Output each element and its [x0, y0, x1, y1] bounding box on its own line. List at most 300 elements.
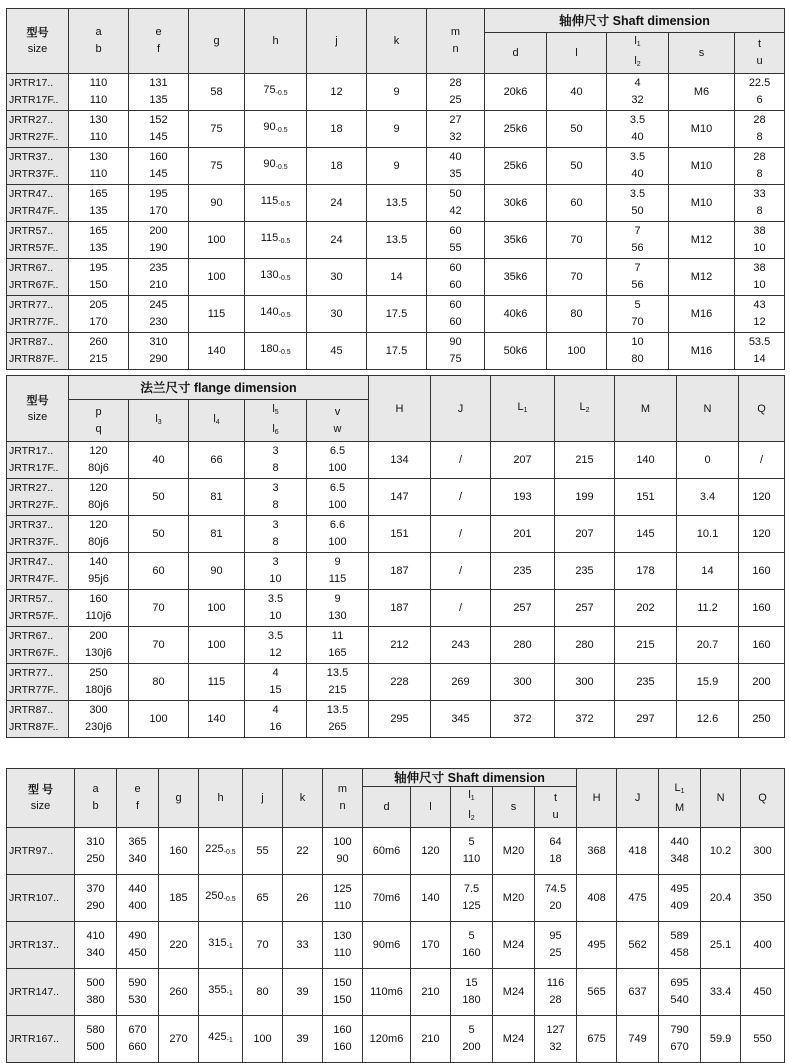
col-l1l2: $l_1$ $l_2$: [451, 787, 493, 828]
cell-M: 202: [615, 590, 677, 627]
cell-l56: 3 10: [245, 553, 307, 590]
table-row: [7, 969, 785, 1016]
cell-h: $355_{-1}$: [199, 969, 243, 1016]
cell-M: 297: [615, 701, 677, 738]
cell-l12: 7.5 125: [451, 875, 493, 922]
cell-H: 212: [369, 627, 431, 664]
cell-J: 243: [431, 627, 491, 664]
cell-H: 134: [369, 442, 431, 479]
cell-l12: 5 200: [451, 1016, 493, 1063]
cell-mn: 90 75: [427, 333, 485, 370]
cell-ab: 205 170: [69, 296, 129, 333]
shaft-dimension-title: 轴伸尺寸 Shaft dimension: [363, 769, 577, 787]
cell-Q: 200: [739, 664, 785, 701]
cell-tu: 28 8: [735, 148, 785, 185]
cell-mn: 160 160: [323, 1016, 363, 1063]
cell-s: M20: [493, 828, 535, 875]
cell-s: M20: [493, 875, 535, 922]
cell-L2: 207: [555, 516, 615, 553]
cell-tu: 53.5 14: [735, 333, 785, 370]
cell-N: 33.4: [701, 969, 741, 1016]
col-tu: t u: [735, 33, 785, 74]
cell-vw: 9 115: [307, 553, 369, 590]
cell-g: 185: [159, 875, 199, 922]
cell-L2: 215: [555, 442, 615, 479]
size-cell: JRTR137..: [7, 922, 75, 969]
dimension-table-2: [6, 375, 785, 738]
cell-J: 269: [431, 664, 491, 701]
cell-d: 90m6: [363, 922, 411, 969]
cell-d: 20k6: [485, 74, 547, 111]
cell-l4: 100: [189, 590, 245, 627]
cell-J: 475: [617, 875, 659, 922]
cell-L2: 300: [555, 664, 615, 701]
table-row: [7, 516, 785, 553]
cell-k: 13.5: [367, 185, 427, 222]
cell-k: 26: [283, 875, 323, 922]
cell-l12: 7 56: [607, 222, 669, 259]
cell-tu: 116 28: [535, 969, 577, 1016]
cell-d: 35k6: [485, 222, 547, 259]
cell-Q: 250: [739, 701, 785, 738]
cell-s: M24: [493, 922, 535, 969]
col-mn: m n: [323, 769, 363, 828]
cell-H: 295: [369, 701, 431, 738]
cell-N: 15.9: [677, 664, 739, 701]
table-row: [7, 296, 785, 333]
cell-tu: 38 10: [735, 222, 785, 259]
cell-Q: 160: [739, 627, 785, 664]
size-cell: JRTR97..: [7, 828, 75, 875]
cell-l56: 3 8: [245, 479, 307, 516]
cell-j: 55: [243, 828, 283, 875]
col-l4: $l_4$: [189, 400, 245, 442]
cell-l3: 50: [129, 516, 189, 553]
col-vw: v w: [307, 400, 369, 442]
size-cell: JRTR37.. JRTR37F..: [7, 148, 69, 185]
cell-ef: 245 230: [129, 296, 189, 333]
cell-j: 65: [243, 875, 283, 922]
cell-d: 110m6: [363, 969, 411, 1016]
size-header: 型号 size: [7, 9, 69, 74]
cell-ab: 310 250: [75, 828, 117, 875]
cell-N: 10.2: [701, 828, 741, 875]
cell-L2: 280: [555, 627, 615, 664]
cell-ab: 410 340: [75, 922, 117, 969]
table-row: [7, 922, 785, 969]
cell-j: 80: [243, 969, 283, 1016]
cell-l12: 4 32: [607, 74, 669, 111]
col-j: j: [243, 769, 283, 828]
cell-ab: 130 110: [69, 111, 129, 148]
cell-g: 75: [189, 111, 245, 148]
cell-pq: 120 80j6: [69, 479, 129, 516]
cell-L2: 257: [555, 590, 615, 627]
cell-h: $90_{-0.5}$: [245, 148, 307, 185]
table-row: [7, 875, 785, 922]
cell-H: 228: [369, 664, 431, 701]
shaft-dimension-title: 轴伸尺寸 Shaft dimension: [485, 9, 785, 33]
size-cell: JRTR67.. JRTR67F..: [7, 627, 69, 664]
cell-L1M: 589 458: [659, 922, 701, 969]
cell-l: 170: [411, 922, 451, 969]
col-Q: Q: [739, 376, 785, 442]
cell-k: 17.5: [367, 296, 427, 333]
cell-Q: 450: [741, 969, 785, 1016]
cell-H: 675: [577, 1016, 617, 1063]
col-h: h: [199, 769, 243, 828]
cell-g: 160: [159, 828, 199, 875]
cell-N: 20.4: [701, 875, 741, 922]
cell-Q: 160: [739, 553, 785, 590]
cell-h: $180_{-0.5}$: [245, 333, 307, 370]
flange-dimension-title: 法兰尺寸 flange dimension: [69, 376, 369, 400]
size-cell: JRTR47.. JRTR47F..: [7, 553, 69, 590]
size-cell: JRTR107..: [7, 875, 75, 922]
cell-k: 33: [283, 922, 323, 969]
cell-vw: 6.6 100: [307, 516, 369, 553]
cell-ab: 165 135: [69, 185, 129, 222]
col-l: l: [547, 33, 607, 74]
cell-l12: 5 110: [451, 828, 493, 875]
cell-mn: 100 90: [323, 828, 363, 875]
cell-s: M16: [669, 333, 735, 370]
cell-ef: 160 145: [129, 148, 189, 185]
cell-H: 565: [577, 969, 617, 1016]
cell-N: 10.1: [677, 516, 739, 553]
col-l3: $l_3$: [129, 400, 189, 442]
cell-l: 210: [411, 1016, 451, 1063]
cell-l12: 3.5 50: [607, 185, 669, 222]
col-k: k: [283, 769, 323, 828]
cell-Q: 300: [741, 828, 785, 875]
cell-tu: 127 32: [535, 1016, 577, 1063]
col-ab: a b: [75, 769, 117, 828]
cell-J: 418: [617, 828, 659, 875]
cell-d: 25k6: [485, 111, 547, 148]
cell-g: 100: [189, 259, 245, 296]
cell-mn: 60 60: [427, 259, 485, 296]
cell-j: 18: [307, 148, 367, 185]
table-row: [7, 627, 785, 664]
cell-ef: 152 145: [129, 111, 189, 148]
cell-l3: 60: [129, 553, 189, 590]
cell-l: 80: [547, 296, 607, 333]
cell-M: 145: [615, 516, 677, 553]
cell-L1: 280: [491, 627, 555, 664]
cell-N: 11.2: [677, 590, 739, 627]
cell-l4: 66: [189, 442, 245, 479]
cell-ef: 200 190: [129, 222, 189, 259]
col-ef: e f: [129, 9, 189, 74]
cell-J: 637: [617, 969, 659, 1016]
cell-s: M6: [669, 74, 735, 111]
size-cell: JRTR17.. JRTR17F..: [7, 442, 69, 479]
size-cell: JRTR47.. JRTR47F..: [7, 185, 69, 222]
cell-mn: 150 150: [323, 969, 363, 1016]
cell-mn: 125 110: [323, 875, 363, 922]
cell-s: M10: [669, 111, 735, 148]
cell-ab: 195 150: [69, 259, 129, 296]
cell-g: 220: [159, 922, 199, 969]
cell-j: 24: [307, 222, 367, 259]
size-cell: JRTR167..: [7, 1016, 75, 1063]
cell-mn: 60 55: [427, 222, 485, 259]
cell-L1: 300: [491, 664, 555, 701]
table-row: [7, 259, 785, 296]
cell-Q: 550: [741, 1016, 785, 1063]
cell-g: 270: [159, 1016, 199, 1063]
col-g: g: [159, 769, 199, 828]
cell-l12: 10 80: [607, 333, 669, 370]
cell-l56: 4 16: [245, 701, 307, 738]
cell-tu: 38 10: [735, 259, 785, 296]
cell-d: 60m6: [363, 828, 411, 875]
cell-l4: 90: [189, 553, 245, 590]
cell-d: 120m6: [363, 1016, 411, 1063]
cell-k: 9: [367, 111, 427, 148]
cell-l: 70: [547, 259, 607, 296]
cell-J: /: [431, 553, 491, 590]
cell-L1: 207: [491, 442, 555, 479]
cell-g: 100: [189, 222, 245, 259]
cell-k: 9: [367, 74, 427, 111]
cell-vw: 9 130: [307, 590, 369, 627]
cell-ef: 490 450: [117, 922, 159, 969]
cell-ab: 580 500: [75, 1016, 117, 1063]
cell-L1: 193: [491, 479, 555, 516]
cell-s: M24: [493, 1016, 535, 1063]
col-tu: t u: [535, 787, 577, 828]
dimension-table-3: [6, 768, 785, 1063]
col-d: d: [363, 787, 411, 828]
col-L1M: $L_1$ M: [659, 769, 701, 828]
table-row: [7, 590, 785, 627]
cell-l56: 3 8: [245, 516, 307, 553]
cell-k: 22: [283, 828, 323, 875]
cell-L1M: 495 409: [659, 875, 701, 922]
cell-Q: 350: [741, 875, 785, 922]
col-d: d: [485, 33, 547, 74]
table-row: [7, 333, 785, 370]
table-row: [7, 442, 785, 479]
cell-l12: 5 70: [607, 296, 669, 333]
cell-ef: 365 340: [117, 828, 159, 875]
cell-ef: 131 135: [129, 74, 189, 111]
cell-h: $115_{-0.5}$: [245, 185, 307, 222]
table-row: [7, 185, 785, 222]
table-row: [7, 553, 785, 590]
cell-l: 100: [547, 333, 607, 370]
cell-L2: 372: [555, 701, 615, 738]
cell-l4: 100: [189, 627, 245, 664]
cell-N: 20.7: [677, 627, 739, 664]
cell-mn: 40 35: [427, 148, 485, 185]
table-row: [7, 664, 785, 701]
cell-l3: 70: [129, 590, 189, 627]
table-row: [7, 828, 785, 875]
col-J: J: [617, 769, 659, 828]
col-j: j: [307, 9, 367, 74]
cell-h: $140_{-0.5}$: [245, 296, 307, 333]
cell-k: 14: [367, 259, 427, 296]
cell-ab: 165 135: [69, 222, 129, 259]
cell-M: 151: [615, 479, 677, 516]
col-pq: p q: [69, 400, 129, 442]
cell-h: $75_{-0.5}$: [245, 74, 307, 111]
cell-l12: 15 180: [451, 969, 493, 1016]
cell-N: 59.9: [701, 1016, 741, 1063]
cell-ef: 590 530: [117, 969, 159, 1016]
col-s: s: [669, 33, 735, 74]
cell-l56: 3.5 10: [245, 590, 307, 627]
cell-N: 12.6: [677, 701, 739, 738]
cell-l3: 70: [129, 627, 189, 664]
cell-g: 260: [159, 969, 199, 1016]
col-N: N: [701, 769, 741, 828]
col-mn: m n: [427, 9, 485, 74]
size-cell: JRTR87.. JRTR87F..: [7, 701, 69, 738]
cell-M: 140: [615, 442, 677, 479]
cell-H: 151: [369, 516, 431, 553]
cell-J: 749: [617, 1016, 659, 1063]
cell-Q: 120: [739, 479, 785, 516]
size-cell: JRTR27.. JRTR27F..: [7, 479, 69, 516]
cell-J: /: [431, 516, 491, 553]
col-J: J: [431, 376, 491, 442]
cell-Q: 400: [741, 922, 785, 969]
cell-ef: 195 170: [129, 185, 189, 222]
cell-pq: 160 110j6: [69, 590, 129, 627]
cell-l: 70: [547, 222, 607, 259]
col-l: l: [411, 787, 451, 828]
cell-J: 562: [617, 922, 659, 969]
cell-l3: 50: [129, 479, 189, 516]
cell-tu: 43 12: [735, 296, 785, 333]
cell-l: 120: [411, 828, 451, 875]
cell-N: 3.4: [677, 479, 739, 516]
col-L2: $L_2$: [555, 376, 615, 442]
cell-h: $250_{-0.5}$: [199, 875, 243, 922]
cell-J: 345: [431, 701, 491, 738]
table-row: [7, 111, 785, 148]
col-Q: Q: [741, 769, 785, 828]
cell-s: M12: [669, 259, 735, 296]
col-ab: a b: [69, 9, 129, 74]
cell-l4: 140: [189, 701, 245, 738]
cell-N: 25.1: [701, 922, 741, 969]
size-cell: JRTR27.. JRTR27F..: [7, 111, 69, 148]
col-M: M: [615, 376, 677, 442]
cell-s: M16: [669, 296, 735, 333]
cell-N: 14: [677, 553, 739, 590]
cell-g: 75: [189, 148, 245, 185]
cell-j: 24: [307, 185, 367, 222]
cell-j: 18: [307, 111, 367, 148]
cell-vw: 13.5 215: [307, 664, 369, 701]
cell-L1: 257: [491, 590, 555, 627]
size-header: 型号 size: [7, 376, 69, 442]
dimension-table-1: [6, 8, 785, 370]
cell-l12: 3.5 40: [607, 111, 669, 148]
cell-d: 25k6: [485, 148, 547, 185]
cell-mn: 60 60: [427, 296, 485, 333]
cell-s: M10: [669, 185, 735, 222]
col-H: H: [369, 376, 431, 442]
table-row: [7, 74, 785, 111]
cell-g: 115: [189, 296, 245, 333]
cell-k: 13.5: [367, 222, 427, 259]
size-cell: JRTR57.. JRTR57F..: [7, 222, 69, 259]
cell-mn: 50 42: [427, 185, 485, 222]
cell-j: 12: [307, 74, 367, 111]
cell-L1M: 695 540: [659, 969, 701, 1016]
col-N: N: [677, 376, 739, 442]
cell-d: 50k6: [485, 333, 547, 370]
cell-k: 39: [283, 969, 323, 1016]
cell-tu: 28 8: [735, 111, 785, 148]
cell-ab: 110 110: [69, 74, 129, 111]
cell-L1: 201: [491, 516, 555, 553]
size-cell: JRTR87.. JRTR87F..: [7, 333, 69, 370]
col-ef: e f: [117, 769, 159, 828]
cell-L1M: 790 670: [659, 1016, 701, 1063]
cell-l12: 5 160: [451, 922, 493, 969]
cell-N: 0: [677, 442, 739, 479]
cell-pq: 250 180j6: [69, 664, 129, 701]
cell-pq: 300 230j6: [69, 701, 129, 738]
cell-L1: 235: [491, 553, 555, 590]
cell-ef: 670 660: [117, 1016, 159, 1063]
size-cell: JRTR37.. JRTR37F..: [7, 516, 69, 553]
cell-pq: 200 130j6: [69, 627, 129, 664]
table-row: [7, 1016, 785, 1063]
col-s: s: [493, 787, 535, 828]
cell-tu: 33 8: [735, 185, 785, 222]
col-l1l2: $l_1$ $l_2$: [607, 33, 669, 74]
cell-h: $225_{-0.5}$: [199, 828, 243, 875]
cell-d: 70m6: [363, 875, 411, 922]
cell-H: 368: [577, 828, 617, 875]
table-row: [7, 479, 785, 516]
size-cell: JRTR67.. JRTR67F..: [7, 259, 69, 296]
cell-pq: 140 95j6: [69, 553, 129, 590]
size-cell: JRTR77.. JRTR77F..: [7, 664, 69, 701]
size-header: 型 号 size: [7, 769, 75, 828]
cell-Q: 160: [739, 590, 785, 627]
cell-mn: 28 25: [427, 74, 485, 111]
cell-Q: /: [739, 442, 785, 479]
cell-g: 58: [189, 74, 245, 111]
cell-L2: 235: [555, 553, 615, 590]
cell-l4: 81: [189, 479, 245, 516]
cell-k: 17.5: [367, 333, 427, 370]
cell-d: 40k6: [485, 296, 547, 333]
cell-g: 90: [189, 185, 245, 222]
cell-ef: 235 210: [129, 259, 189, 296]
cell-l56: 3 8: [245, 442, 307, 479]
cell-H: 147: [369, 479, 431, 516]
cell-l: 140: [411, 875, 451, 922]
cell-k: 9: [367, 148, 427, 185]
cell-M: 215: [615, 627, 677, 664]
cell-L1M: 440 348: [659, 828, 701, 875]
cell-vw: 13.5 265: [307, 701, 369, 738]
cell-H: 187: [369, 553, 431, 590]
cell-s: M12: [669, 222, 735, 259]
cell-d: 30k6: [485, 185, 547, 222]
cell-pq: 120 80j6: [69, 516, 129, 553]
